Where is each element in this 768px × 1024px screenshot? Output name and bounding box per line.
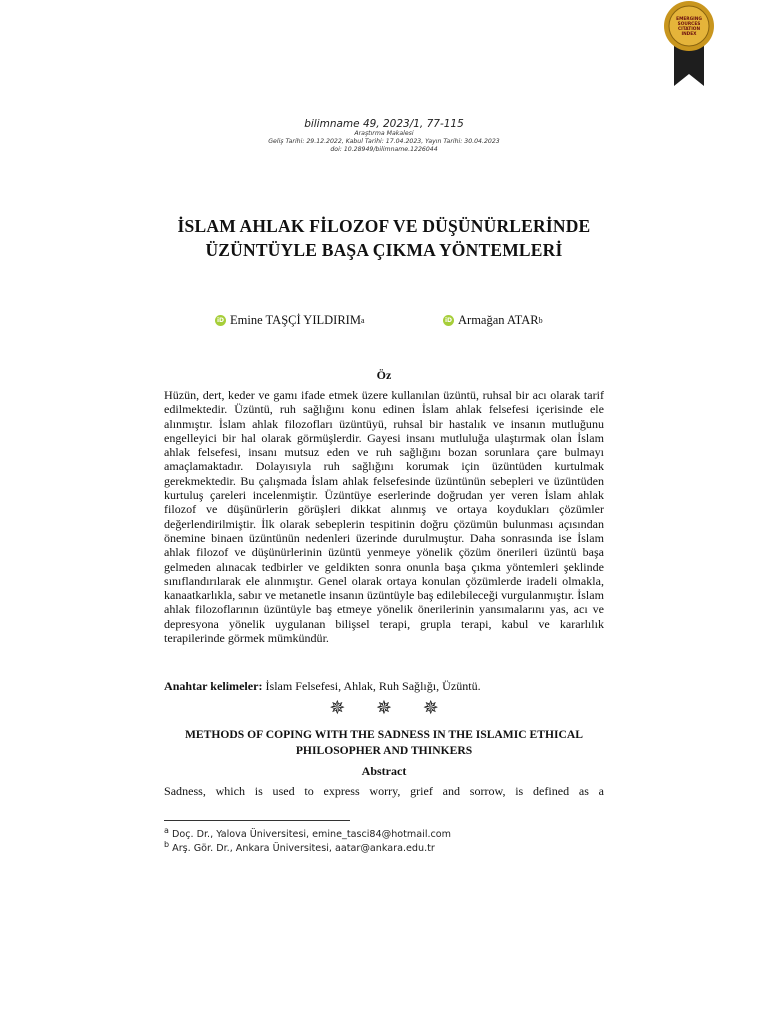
footnote-text: Doç. Dr., Yalova Üniversitesi, emine_tasci84@hotmail.com [171, 829, 452, 841]
article-title [0, 214, 768, 262]
separator-star-icon: ✵ [329, 698, 346, 719]
journal-header [0, 118, 768, 155]
footnote-rule [164, 820, 350, 821]
footnote-text: Arş. Gör. Dr., Ankara Üniversitesi, aatar@ankara.edu.tr [172, 843, 435, 855]
journal-citation: bilimname 49, 2023/1, 77-115 [304, 118, 464, 130]
separator-star-icon: ✵ [376, 698, 392, 719]
badge-line-1: EMERGING [676, 17, 702, 22]
badge-line-4: INDEX [681, 32, 697, 37]
footnote-mark: a [164, 826, 169, 835]
footnote-a [164, 826, 451, 840]
author-mark: a [360, 316, 365, 325]
english-title-line-1: METHODS OF COPING WITH THE SADNESS IN THE ISLAMIC ETHICAL [184, 728, 584, 741]
abstract-text: Sadness, which is used to express worry, grief and sorrow, is defined as a [164, 784, 604, 798]
author-name: Emine TAŞÇİ YILDIRIM [230, 313, 361, 327]
orcid-icon[interactable]: iD [216, 317, 225, 324]
article-dates: Geliş Tarihi: 29.12.2022, Kabul Tarihi: 17.04.2023, Yayın Tarihi: 30.04.2023 [268, 138, 500, 146]
english-title-line-2: PHILOSOPHER AND THINKERS [295, 743, 473, 757]
footnote-mark: b [164, 840, 170, 849]
abstract-heading: Abstract [361, 764, 407, 778]
title-line-2: ÜZÜNTÜYLE BAŞA ÇIKMA YÖNTEMLERİ [205, 240, 563, 260]
title-line-1: İSLAM AHLAK FİLOZOF VE DÜŞÜNÜRLERİNDE [177, 216, 591, 236]
author-1 [215, 313, 365, 328]
esci-badge [662, 0, 716, 88]
badge-line-3: CITATION [677, 27, 701, 32]
oz-heading: Öz [376, 368, 392, 382]
author-2 [443, 313, 543, 328]
badge-line-2: SOURCES [677, 22, 701, 27]
author-name: Armağan ATAR [458, 313, 539, 327]
oz-text: Hüzün, dert, keder ve gamı ifade etmek üzere kullanılan üzüntü, ruhsal bir acı olarak tarif edilmektedir. Üzüntü, ruh sağlığını konu edinen İslam ahlak felsefesi içerisinde ele alınmıştır. İslam ahlak filozofları üzüntüyü, ruhsal bir hastalık ve insanın mutluğunu engelleyici bir hal olarak görmüşlerdir. Gayesi insanı mutluluğa ulaştırmak olan İslam ahlak felsefesi, insanı mutsuz eden ve ruh sağlığını bozan sorunlara çare bulmayı amaçlamaktadır. Dolayısıyla ruh sağlığını korumak için üzüntüden kurtulmak gerekmektedir. Bu çalışmada İslam ahlak felsefesinde üzüntünün sebepleri ve üzüntüden kurtuluş çareleri incelenmiştir. Üzüntüye eserlerinde doğrudan yer veren İslam ahlak filozof ve düşünürlerin görüşleri dikkat alınmış ve ortaya koydukları çözümler değerlendirilmiştir. İlk olarak sebeplerin tespitinin doğru çözümün bulunması açısından önemine binaen üzüntünün nedenleri üzerinde durulmuştur. Daha sonrasında ise İslam ahlak filozof ve düşünürlerinin üzüntü yenmeye yönelik çözüm önerileri üzüntü başa gelmeden alınacak tedbirler ve geldikten sonra onunla başa çıkma yöntemleri şeklinde sınıflandırılarak ele alınmıştır. Genel olarak ortaya konulan çözümlerde iradeli olmakla, kanaatkarlıkla, sabır ve metanetle insanın üzüntüyle baş edilebileceği vurgulanmıştır. İslam ahlak filozoflarının üzüntüyle baş etmeye yönelik önerilerinin yansımalarını yas, acı ve depresyona yönelik uygulanan bilişsel terapi, grupla terapi, kabul ve kararlılık terapilerinde görmek mümkündür. [164, 388, 604, 646]
footnote-b [164, 840, 435, 854]
keywords-label: Anahtar kelimeler: [164, 679, 263, 693]
section-separator [0, 697, 768, 720]
keywords-list: İslam Felsefesi, Ahlak, Ruh Sağlığı, Üzüntü. [265, 679, 481, 693]
english-title [0, 727, 768, 758]
orcid-icon[interactable]: iD [444, 317, 453, 324]
keywords [164, 679, 604, 694]
article-type: Araştırma Makalesi [354, 130, 414, 137]
author-mark: b [538, 316, 543, 325]
separator-star-icon: ✵ [422, 698, 439, 719]
article-doi[interactable]: doi: 10.28949/bilimname.1226044 [330, 146, 438, 154]
